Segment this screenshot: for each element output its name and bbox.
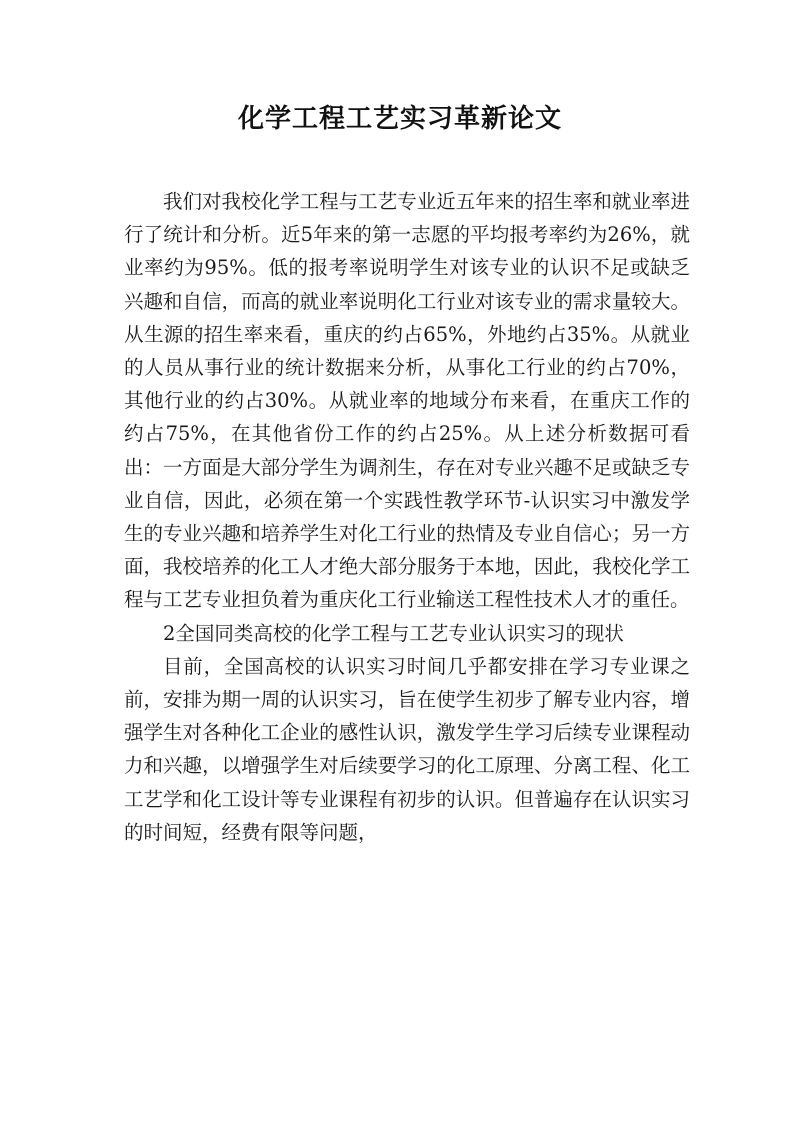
document-title: 化学工程工艺实习革新论文 — [237, 104, 562, 134]
paragraph-current-practice: 目前，全国高校的认识实习时间几乎都安排在学习专业课之前，安排为期一周的认识实习，旨在使学生初步了解专业内容，增强学生对各种化工企业的感性认识，激发学生学习后续专业课程动力和兴趣，以增强学生对后续要学习的化工原理、分离工程、化工工艺学和化工设计等专业课程有初步的认识。但普遍存在认识实习的时间短，经费有限等问题， — [124, 654, 690, 844]
paragraph-enrollment-analysis: 我们对我校化学工程与工艺专业近五年来的招生率和就业率进行了统计和分析。近5年来的第一志愿的平均报考率约为26%，就业率约为95%。低的报考率说明学生对该专业的认识不足或缺乏兴趣和自信，而高的就业率说明化工行业对该专业的需求量较大。从生源的招生率来看，重庆的约占65%，外地约占35%。从就业的人员从事行业的统计数据来分析，从事化工行业的约占70%，其他行业的约占30%。从就业率的地域分布来看，在重庆工作的约占75%，在其他省份工作的约占25%。从上述分析数据可看出：一方面是大部分学生为调剂生，存在对专业兴趣不足或缺乏专业自信，因此，必须在第一个实践性教学环节-认识实习中激发学生的专业兴趣和培养学生对化工行业的热情及专业自信心；另一方面，我校培养的化工人才绝大部分服务于本地，因此，我校化学工程与工艺专业担负着为重庆化工行业输送工程性技术人才的重任。 — [124, 190, 690, 612]
section-heading-status: 2全国同类高校的化学工程与工艺专业认识实习的现状 — [163, 621, 624, 645]
document-body — [124, 185, 690, 849]
